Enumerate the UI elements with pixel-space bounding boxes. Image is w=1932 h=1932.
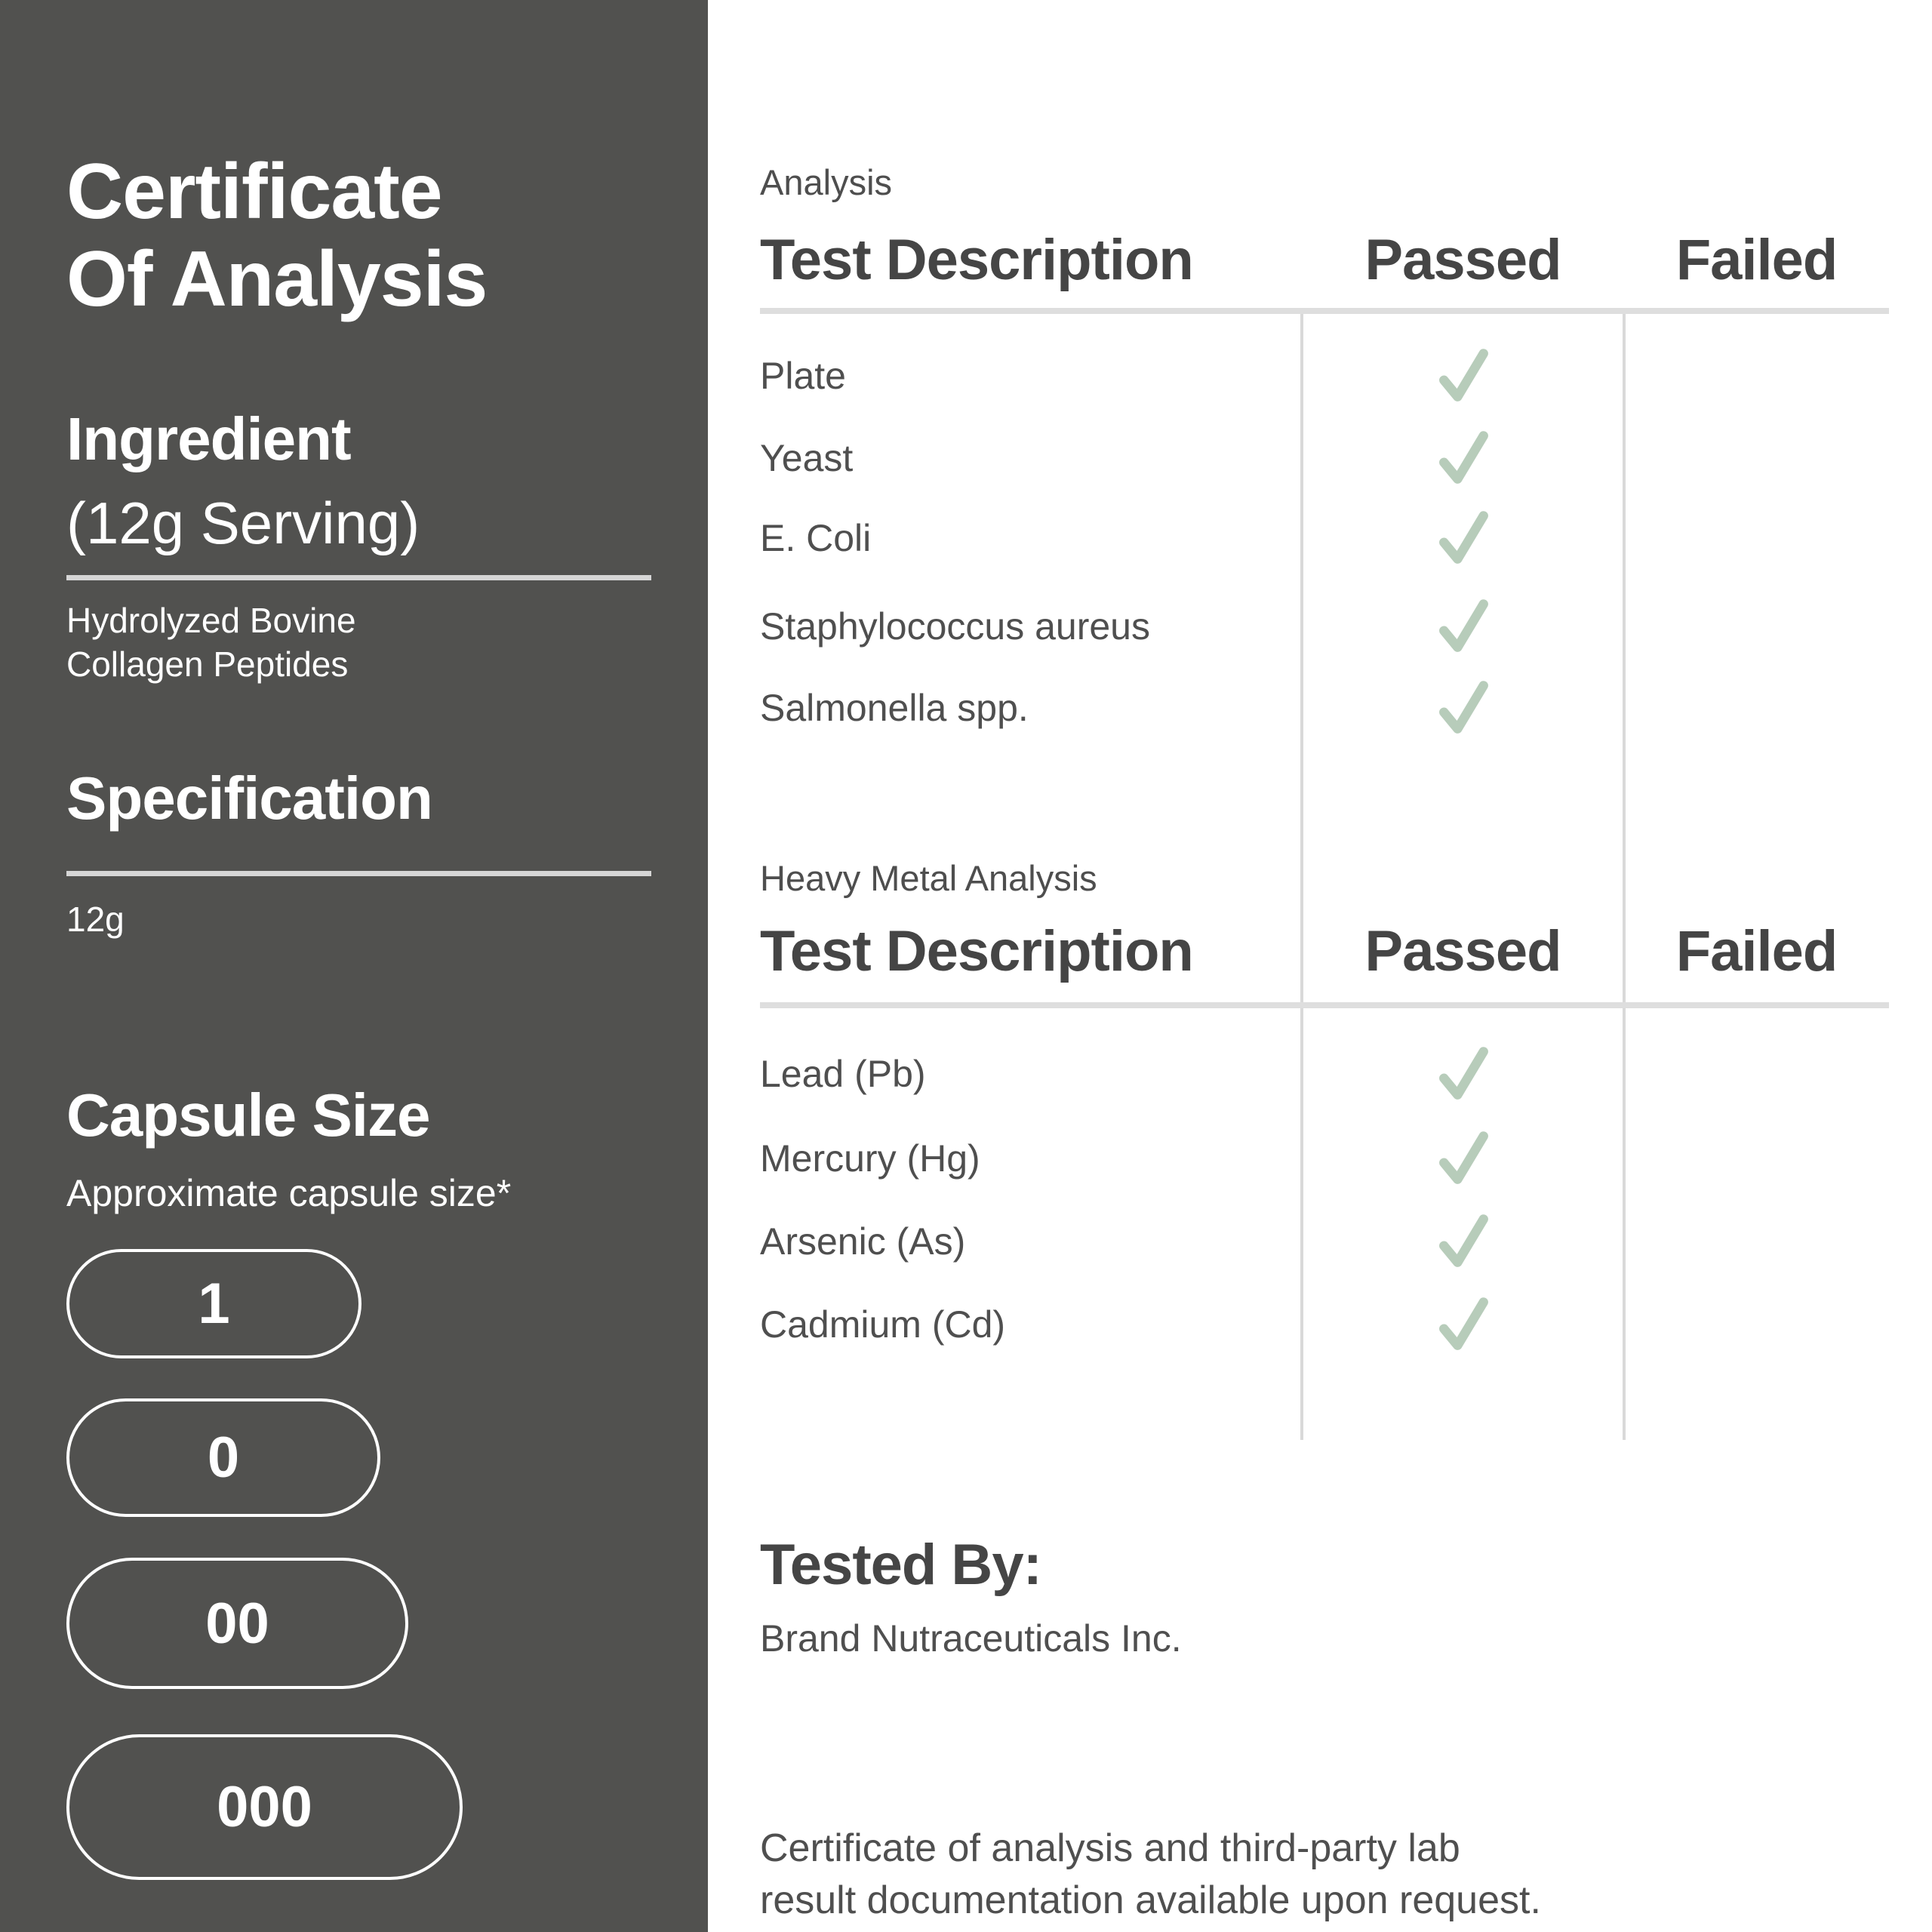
page-title-line1: Certificate bbox=[66, 148, 442, 235]
table-row bbox=[760, 1291, 1889, 1358]
check-icon bbox=[1432, 1127, 1495, 1190]
capsule-size-subheading: Approximate capsule size* bbox=[66, 1172, 512, 1214]
ingredient-value-line2: Collagen Peptides bbox=[66, 644, 349, 684]
column-header-failed: Failed bbox=[1675, 227, 1838, 292]
passed-cell bbox=[1302, 344, 1624, 408]
test-description-cell: Staphylococcus aureus bbox=[760, 605, 1150, 648]
specification-divider bbox=[66, 871, 651, 876]
specification-value: 12g bbox=[66, 900, 125, 939]
check-icon bbox=[1432, 426, 1495, 490]
check-icon bbox=[1432, 506, 1495, 570]
passed-cell bbox=[1302, 595, 1624, 658]
test-description-cell: Salmonella spp. bbox=[760, 687, 1029, 729]
ingredient-heading: Ingredient bbox=[66, 405, 351, 472]
passed-cell bbox=[1302, 676, 1624, 740]
analysis-header-rule bbox=[760, 308, 1889, 314]
column-header-test-description: Test Description bbox=[760, 227, 1193, 292]
column-header-passed: Passed bbox=[1364, 227, 1561, 292]
passed-cell bbox=[1302, 1042, 1624, 1106]
analysis-section-label: Analysis bbox=[760, 162, 893, 202]
sidebar bbox=[0, 0, 708, 1932]
passed-cell bbox=[1302, 426, 1624, 490]
check-icon bbox=[1432, 344, 1495, 408]
ingredient-value-line1: Hydrolyzed Bovine bbox=[66, 601, 356, 640]
tested-by-heading: Tested By: bbox=[760, 1533, 1041, 1597]
check-icon bbox=[1432, 595, 1495, 658]
capsule-pill-size-00 bbox=[66, 1558, 408, 1689]
column-header-failed: Failed bbox=[1675, 918, 1838, 983]
footer-note-line1: Certificate of analysis and third-party lab bbox=[760, 1826, 1460, 1870]
ingredient-serving: (12g Serving) bbox=[66, 490, 420, 556]
table-row bbox=[760, 1208, 1889, 1275]
passed-cell bbox=[1302, 1210, 1624, 1273]
table-row bbox=[760, 424, 1889, 492]
specification-heading: Specification bbox=[66, 764, 432, 832]
check-icon bbox=[1432, 676, 1495, 740]
check-icon bbox=[1432, 1210, 1495, 1273]
table-row bbox=[760, 592, 1889, 660]
passed-cell bbox=[1302, 1127, 1624, 1190]
capsule-pill-label: 000 bbox=[217, 1775, 312, 1839]
capsule-pill-label: 1 bbox=[198, 1272, 230, 1336]
ingredient-value bbox=[66, 599, 356, 686]
capsule-pill-label: 00 bbox=[205, 1591, 269, 1656]
table-row bbox=[760, 1124, 1889, 1192]
test-description-cell: Mercury (Hg) bbox=[760, 1137, 980, 1180]
table-row bbox=[760, 674, 1889, 742]
table-row bbox=[760, 504, 1889, 572]
check-icon bbox=[1432, 1293, 1495, 1356]
capsule-size-heading: Capsule Size bbox=[66, 1081, 430, 1149]
table-row bbox=[760, 1040, 1889, 1108]
column-header-passed: Passed bbox=[1364, 918, 1561, 983]
column-header-test-description: Test Description bbox=[760, 918, 1193, 983]
capsule-pill-size-000 bbox=[66, 1734, 463, 1880]
footer-note bbox=[760, 1823, 1541, 1927]
page-title-line2: Of Analysis bbox=[66, 235, 488, 324]
capsule-pill-size-0 bbox=[66, 1398, 380, 1517]
page-title bbox=[66, 148, 487, 324]
tested-by-value: Brand Nutraceuticals Inc. bbox=[760, 1617, 1182, 1660]
check-icon bbox=[1432, 1042, 1495, 1106]
passed-cell bbox=[1302, 1293, 1624, 1356]
passed-cell bbox=[1302, 506, 1624, 570]
heavy-metal-header-rule bbox=[760, 1002, 1889, 1008]
capsule-pill-size-1 bbox=[66, 1249, 361, 1358]
test-description-cell: Arsenic (As) bbox=[760, 1220, 966, 1263]
analysis-table-header bbox=[760, 223, 1889, 296]
ingredient-divider bbox=[66, 575, 651, 580]
test-description-cell: Plate bbox=[760, 355, 846, 397]
table-row bbox=[760, 342, 1889, 410]
test-description-cell: Yeast bbox=[760, 437, 854, 479]
heavy-metal-section-label: Heavy Metal Analysis bbox=[760, 858, 1097, 898]
heavy-metal-table-header bbox=[760, 915, 1889, 987]
test-description-cell: E. Coli bbox=[760, 517, 872, 559]
test-description-cell: Cadmium (Cd) bbox=[760, 1303, 1006, 1346]
capsule-pill-label: 0 bbox=[207, 1426, 240, 1490]
test-description-cell: Lead (Pb) bbox=[760, 1053, 926, 1095]
footer-note-line2: result documentation available upon request. bbox=[760, 1878, 1541, 1923]
